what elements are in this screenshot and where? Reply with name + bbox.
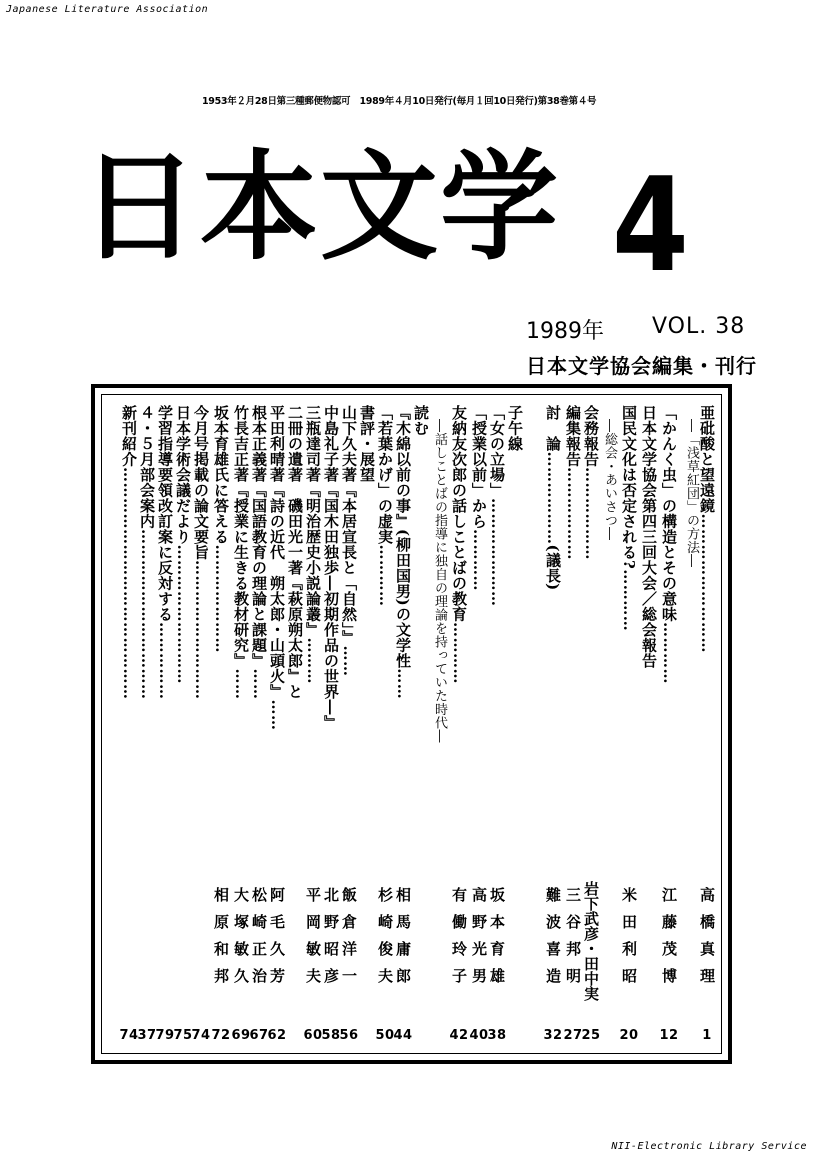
- toc-entry-title: 坂本育雄氏に答える…………………: [212, 405, 230, 653]
- toc-entry: [682, 405, 700, 1045]
- toc-entry: [340, 405, 358, 1045]
- toc-inner-frame: [101, 394, 722, 1054]
- toc-entry-author: 北野昭彦: [322, 887, 340, 995]
- toc-entry-title: 根本正義著『国語教育の理論と課題』……: [250, 405, 268, 700]
- toc-entry: [192, 405, 210, 1045]
- toc-entry: [250, 405, 268, 1045]
- toc-entry-subtitle: ―「浅草紅団」の方法―: [684, 419, 699, 568]
- toc-entry-title: 会務報告………………: [582, 405, 600, 560]
- toc-entry-title: 「授業以前」から…………: [470, 405, 488, 591]
- toc-entry-page: 58: [321, 1028, 341, 1043]
- toc-entry: [488, 405, 506, 1045]
- toc-entry-title: 日本学術会議だより………………………: [174, 405, 192, 684]
- toc-entry: [120, 405, 138, 1045]
- toc-entry: [174, 405, 192, 1045]
- toc-entry-author: 高橋真理: [698, 887, 716, 995]
- toc-entry-page: 75: [173, 1028, 193, 1043]
- toc-entry: [470, 405, 488, 1045]
- header-association: Japanese Literature Association: [6, 4, 209, 15]
- toc-entry: [564, 405, 582, 1045]
- toc-entry-author: 相馬庸郎: [394, 887, 412, 995]
- toc-entry: [376, 405, 394, 1045]
- journal-title: 日本文学: [80, 138, 561, 276]
- toc-entry-subtitle: ―総会・あいさつ―: [602, 419, 617, 541]
- toc-entry-author: 岩下武彦・田中実: [582, 881, 600, 1001]
- table-of-contents: [91, 384, 732, 1064]
- toc-entry: [156, 405, 174, 1045]
- toc-entry-title: 亜砒酸と望遠鏡………………………: [698, 405, 716, 653]
- toc-entry: [600, 405, 618, 1045]
- toc-entry-author: 難波喜造: [544, 887, 562, 995]
- toc-entry-author: 有働玲子: [450, 887, 468, 995]
- toc-entry: [698, 405, 716, 1045]
- toc-entry: [322, 405, 340, 1045]
- toc-entry-page: 1: [702, 1028, 712, 1043]
- toc-entry-page: 27: [563, 1028, 583, 1043]
- toc-entry-author: 大塚敏久: [232, 887, 250, 995]
- toc-entry-title: 討 論………………(議長): [544, 405, 562, 591]
- toc-entry: [506, 405, 524, 1045]
- toc-entry: [212, 405, 230, 1045]
- toc-entry-page: 72: [211, 1028, 231, 1043]
- toc-entry-title: 中島礼子著『国木田独歩―初期作品の世界―』: [322, 405, 340, 731]
- toc-entry-title: 「かんく虫」の構造とその意味…………: [660, 405, 678, 684]
- toc-entry-title: 読む: [412, 405, 430, 436]
- toc-entry-author: 平岡敏夫: [304, 887, 322, 995]
- toc-entry-page: 42: [449, 1028, 469, 1043]
- toc-entry-page: 20: [619, 1028, 639, 1043]
- toc-entry: [268, 405, 286, 1045]
- toc-entry-author: 杉崎俊夫: [376, 887, 394, 995]
- toc-entry-author: 阿毛久芳: [268, 887, 286, 995]
- toc-entry-title: 『木綿以前の事』(柳田国男)の文学性……: [394, 405, 412, 700]
- toc-entry-title: 三瓶達司著『明治歴史小説論叢』………: [304, 405, 322, 684]
- publication-line: 1953年２月28日第三種郵便物認可 1989年４月10日発行(毎月１回10日発行)第38巻第４号: [202, 96, 597, 107]
- toc-entry: [640, 405, 658, 1045]
- toc-entry-page: 56: [339, 1028, 359, 1043]
- toc-entry-title: 日本文学協会第四三回大会／総会報告: [640, 405, 658, 669]
- toc-entry-title: 友納友次郎の話しことばの教育…………: [450, 405, 468, 684]
- toc-entry-title: ４・５月部会案内……………………………: [138, 405, 156, 700]
- toc-entry: [286, 405, 304, 1045]
- toc-entry: [358, 405, 376, 1045]
- toc-entry: [394, 405, 412, 1045]
- toc-entry-author: 相原和邦: [212, 887, 230, 995]
- toc-entry: [582, 405, 600, 1045]
- toc-entry-page: 67: [249, 1028, 269, 1043]
- toc-entry-author: 三谷邦明: [564, 887, 582, 995]
- toc-entry: [660, 405, 678, 1045]
- toc-entry-title: 今月号掲載の論文要旨………………………: [192, 405, 210, 700]
- issue-number: 4: [612, 149, 689, 301]
- toc-entry-title: 山下久夫著『本居宣長と「自然」』……: [340, 405, 358, 677]
- toc-entry-title: 「若葉かげ」の虚実…………: [376, 405, 394, 607]
- toc-entry-title: 平田利晴著『詩の近代 朔太郎・山頭火』……: [268, 405, 286, 731]
- toc-entry-title: 子午線: [506, 405, 524, 452]
- toc-entry: [430, 405, 448, 1045]
- toc-entry-author: 江藤茂博: [660, 887, 678, 995]
- toc-entry-page: 74: [191, 1028, 211, 1043]
- toc-entry-page: 62: [267, 1028, 287, 1043]
- toc-entry: [544, 405, 562, 1045]
- toc-entry-title: 「女の立場」…………………: [488, 405, 506, 607]
- publisher-line: 日本文学協会編集・刊行: [526, 354, 757, 378]
- toc-entry-page: 79: [155, 1028, 175, 1043]
- toc-entry: [138, 405, 156, 1045]
- toc-entry-author: 飯倉洋一: [340, 887, 358, 995]
- toc-entry-title: 新刊紹介………………………………………: [120, 405, 138, 700]
- toc-entry-title: 竹長吉正著『授業に生きる教材研究』……: [232, 405, 250, 700]
- toc-entry: [304, 405, 322, 1045]
- toc-entry-page: 37: [137, 1028, 157, 1043]
- toc-entry-page: 74: [119, 1028, 139, 1043]
- toc-entry-page: 50: [375, 1028, 395, 1043]
- toc-entry: [450, 405, 468, 1045]
- toc-entry-author: 松崎正治: [250, 887, 268, 995]
- toc-entry-page: 38: [487, 1028, 507, 1043]
- toc-entry: [232, 405, 250, 1045]
- toc-entry-title: 学習指導要領改訂案に反対する……………: [156, 405, 174, 700]
- toc-entry-subtitle: ―話しことばの指導に独自の理論を持っていた時代―: [432, 419, 447, 743]
- toc-entry: [412, 405, 430, 1045]
- toc-entry-page: 32: [543, 1028, 563, 1043]
- toc-entry-page: 69: [231, 1028, 251, 1043]
- toc-entry-title: 二冊の遺著 磯田光一著『萩原朔太郎』と: [286, 405, 304, 700]
- toc-entry-page: 60: [303, 1028, 323, 1043]
- issue-year: 1989年: [526, 319, 604, 344]
- toc-entry-title: 書評・展望: [358, 405, 376, 483]
- toc-entry-page: 12: [659, 1028, 679, 1043]
- toc-entry-page: 25: [581, 1028, 601, 1043]
- toc-entry-page: 44: [393, 1028, 413, 1043]
- toc-entry-page: 40: [469, 1028, 489, 1043]
- toc-entry: [620, 405, 638, 1045]
- toc-entry-title: 編集報告………………: [564, 405, 582, 560]
- toc-entry-author: 米田利昭: [620, 887, 638, 995]
- volume-number: VOL. 38: [652, 314, 746, 339]
- toc-entry-author: 高野光男: [470, 887, 488, 995]
- footer-service: NII-Electronic Library Service: [611, 1141, 807, 1152]
- toc-entry-title: 国民文化は否定される?…………: [620, 405, 638, 632]
- toc-entry-author: 坂本育雄: [488, 887, 506, 995]
